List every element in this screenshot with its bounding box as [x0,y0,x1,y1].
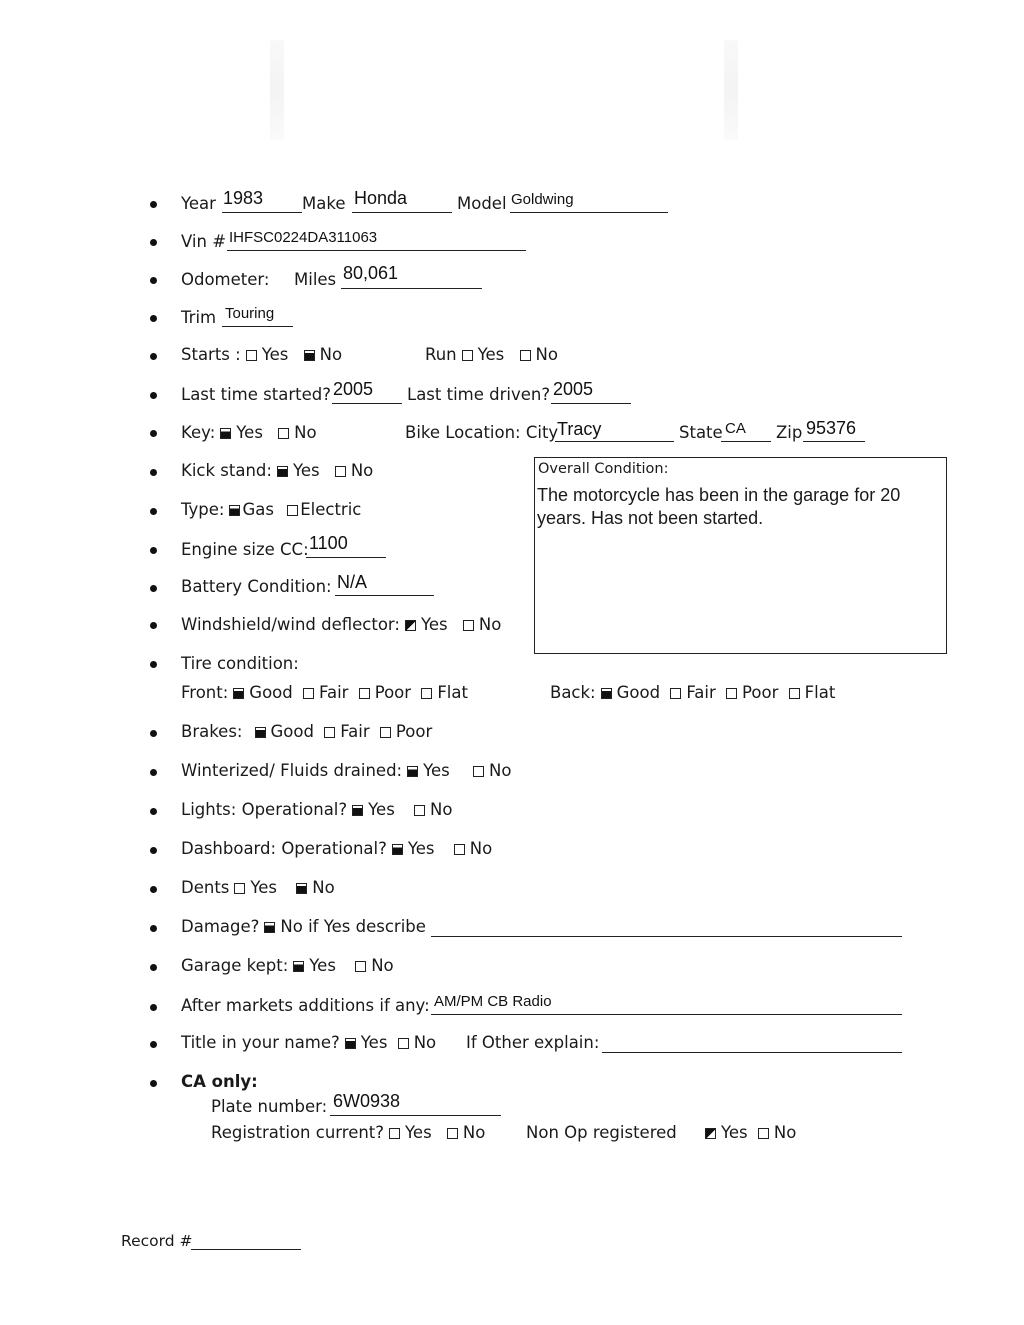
key-label: Key: [181,423,216,442]
type-gas-label: Gas [242,500,274,519]
starts-label: Starts : [181,345,241,364]
trim-underline [222,326,293,327]
lights-no-checkbox[interactable] [414,805,425,816]
miles-label: Miles [294,270,337,289]
key-row [181,423,317,443]
registration-no-checkbox[interactable] [447,1128,458,1139]
bullet [150,469,157,476]
bullet [150,547,157,554]
brakes-good-checkbox[interactable] [255,727,266,738]
bullet [150,1080,157,1087]
front-poor-label: Poor [374,683,412,702]
title-yes-label: Yes [360,1033,388,1052]
dents-no-checkbox[interactable] [296,883,307,894]
plate-underline [330,1115,501,1116]
registration-row [211,1123,485,1143]
key-no-checkbox[interactable] [278,428,289,439]
starts-yes-checkbox[interactable] [246,350,257,361]
kick-stand-no-checkbox[interactable] [335,466,346,477]
windshield-no-label: No [478,615,502,634]
type-gas-checkbox[interactable] [229,505,240,516]
damage-row [181,917,426,937]
bullet [150,925,157,932]
damage-label: Damage? [181,917,260,936]
run-no-checkbox[interactable] [520,350,531,361]
run-yes-label: Yes [477,345,505,364]
city-underline [555,441,674,442]
starts-no-label: No [319,345,343,364]
key-yes-label: Yes [236,423,263,442]
damage-describe-label: if Yes describe [308,917,426,936]
brakes-row [181,722,432,742]
nonop-yes-label: Yes [721,1123,748,1142]
aftermarket-label: After markets additions if any: [181,996,430,1015]
bullet [150,730,157,737]
garage-yes-label: Yes [309,956,336,975]
back-good-label: Good [616,683,661,702]
last-driven-label: Last time driven? [407,385,551,404]
odometer-label: Odometer: [181,270,270,289]
bullet [150,430,157,437]
bullet [150,886,157,893]
winterized-row [181,761,511,781]
front-fair-label: Fair [319,683,349,702]
overall-condition-text[interactable]: The motorcycle has been in the garage for 20 years. Has not been started. [537,485,901,528]
dents-row [181,878,335,898]
bullet [150,239,157,246]
lights-yes-checkbox[interactable] [352,805,363,816]
bullet [150,1004,157,1011]
lights-label: Lights: Operational? [181,800,348,819]
windshield-label: Windshield/wind deflector: [181,615,400,634]
winterized-no-checkbox[interactable] [473,766,484,777]
trim-value[interactable]: Touring [225,305,275,322]
bullet [150,585,157,592]
run-row [425,345,558,365]
brakes-poor-checkbox[interactable] [380,727,391,738]
front-flat-label: Flat [437,683,468,702]
kick-stand-row [181,461,373,481]
bullet [150,661,157,668]
plate-label: Plate number: [211,1097,328,1116]
windshield-yes-checkbox[interactable] [405,620,416,631]
overall-condition-label: Overall Condition: [538,461,669,477]
kick-stand-yes-label: Yes [292,461,320,480]
state-underline [721,441,771,442]
damage-no-checkbox[interactable] [264,922,275,933]
zip-underline [803,441,865,442]
type-electric-label: Electric [300,500,362,519]
garage-no-label: No [371,956,394,975]
state-label: State [679,423,723,442]
bullet [150,353,157,360]
bullet [150,964,157,971]
dashboard-row [181,839,492,859]
dents-label: Dents [181,878,230,897]
brakes-fair-checkbox[interactable] [324,727,335,738]
back-flat-label: Flat [804,683,836,702]
back-poor-checkbox[interactable] [726,688,737,699]
registration-yes-checkbox[interactable] [389,1128,400,1139]
back-poor-label: Poor [742,683,779,702]
kick-stand-label: Kick stand: [181,461,272,480]
engine-label: Engine size CC: [181,540,309,559]
dashboard-no-label: No [469,839,493,858]
aftermarket-underline [431,1014,902,1015]
lights-no-label: No [430,800,453,819]
damage-underline [431,936,902,937]
winterized-yes-label: Yes [423,761,450,780]
winterized-yes-checkbox[interactable] [407,766,418,777]
type-electric-checkbox[interactable] [287,505,298,516]
make-label: Make [302,194,346,213]
title-yes-checkbox[interactable] [345,1038,356,1049]
battery-underline [335,595,434,596]
key-yes-checkbox[interactable] [220,428,231,439]
registration-no-label: No [462,1123,486,1142]
bullet [150,769,157,776]
title-label: Title in your name? [181,1033,340,1052]
model-underline [510,212,668,213]
zip-label: Zip [776,423,803,442]
city-value[interactable]: Tracy [557,419,602,439]
garage-label: Garage kept: [181,956,289,975]
run-yes-checkbox[interactable] [462,350,473,361]
dashboard-yes-checkbox[interactable] [392,844,403,855]
dashboard-label: Dashboard: Operational? [181,839,387,858]
windshield-no-checkbox[interactable] [463,620,474,631]
tire-front-row [181,683,468,703]
windshield-row [181,615,501,635]
last-started-value[interactable]: 2005 [333,379,374,399]
front-good-label: Good [249,683,293,702]
title-no-checkbox[interactable] [398,1038,409,1049]
registration-label: Registration current? [211,1123,385,1142]
last-driven-value[interactable]: 2005 [553,379,594,399]
brakes-fair-label: Fair [340,722,370,741]
make-underline [352,212,452,213]
lights-row [181,800,453,820]
last-started-label: Last time started? [181,385,331,404]
brakes-good-label: Good [270,722,314,741]
tire-back-row [550,683,835,703]
starts-yes-label: Yes [261,345,289,364]
record-label: Record # [121,1232,193,1250]
type-label: Type: [181,500,225,519]
front-flat-checkbox[interactable] [421,688,432,699]
ca-only-label: CA only: [181,1072,258,1091]
front-fair-checkbox[interactable] [303,688,314,699]
bullet [150,622,157,629]
tire-back-label: Back: [550,683,596,702]
kick-stand-yes-checkbox[interactable] [277,466,288,477]
garage-row [181,956,394,976]
vin-label: Vin # [181,232,227,251]
year-label: Year [181,194,216,213]
scan-mark-right [724,40,738,140]
miles-underline [341,288,482,289]
bullet [150,508,157,515]
nonop-no-label: No [773,1123,797,1142]
dents-yes-checkbox[interactable] [234,883,245,894]
dents-yes-label: Yes [250,878,278,897]
kick-stand-no-label: No [350,461,374,480]
back-fair-label: Fair [686,683,716,702]
other-explain-label: If Other explain: [466,1033,600,1052]
run-label: Run [425,345,457,364]
engine-value[interactable]: 1100 [309,533,348,553]
windshield-yes-label: Yes [421,615,448,634]
bullet [150,315,157,322]
vin-underline [227,250,526,251]
bullet [150,277,157,284]
tire-front-label: Front: [181,683,229,702]
type-row [181,500,361,520]
dents-no-label: No [312,878,335,897]
nonop-label: Non Op registered [526,1123,677,1142]
run-no-label: No [535,345,558,364]
bullet [150,392,157,399]
front-poor-checkbox[interactable] [359,688,370,699]
miles-value[interactable]: 80,061 [343,263,399,283]
last-driven-underline [551,403,631,404]
battery-label: Battery Condition: [181,577,332,596]
bullet [150,1041,157,1048]
engine-underline [306,557,386,558]
city-label: Bike Location: City [405,423,559,442]
dashboard-no-checkbox[interactable] [454,844,465,855]
nonop-no-checkbox[interactable] [758,1128,769,1139]
key-no-label: No [294,423,317,442]
title-row [181,1033,436,1053]
plate-value[interactable]: 6W0938 [333,1091,401,1111]
damage-no-label: No [280,917,303,936]
bullet [150,808,157,815]
zip-value[interactable]: 95376 [806,418,857,438]
scan-mark-left [270,40,284,140]
tire-label: Tire condition: [181,654,299,673]
other-explain-underline [602,1052,902,1053]
make-value[interactable]: Honda [354,188,408,208]
title-no-label: No [413,1033,437,1052]
model-label: Model [457,194,507,213]
winterized-label: Winterized/ Fluids drained: [181,761,403,780]
overall-condition-box[interactable] [534,457,947,654]
back-flat-checkbox[interactable] [789,688,800,699]
garage-no-checkbox[interactable] [355,961,366,972]
bullet [150,201,157,208]
bullet [150,847,157,854]
vin-value[interactable]: IHFSC0224DA311063 [229,229,378,246]
trim-label: Trim [181,308,217,327]
last-started-underline [332,403,402,404]
nonop-yes-checkbox[interactable] [705,1128,716,1139]
back-good-checkbox[interactable] [601,688,612,699]
model-value[interactable]: Goldwing [511,191,574,208]
brakes-label: Brakes: [181,722,243,741]
brakes-poor-label: Poor [395,722,433,741]
year-underline [222,212,302,213]
dashboard-yes-label: Yes [407,839,435,858]
starts-no-checkbox[interactable] [304,350,315,361]
nonop-row [700,1123,796,1143]
year-value[interactable]: 1983 [223,188,264,208]
winterized-no-label: No [489,761,512,780]
record-underline [191,1249,301,1250]
garage-yes-checkbox[interactable] [293,961,304,972]
starts-row [181,345,342,365]
back-fair-checkbox[interactable] [670,688,681,699]
registration-yes-label: Yes [405,1123,432,1142]
state-value[interactable]: CA [725,420,746,437]
front-good-checkbox[interactable] [233,688,244,699]
aftermarket-value[interactable]: AM/PM CB Radio [434,993,552,1010]
lights-yes-label: Yes [368,800,395,819]
battery-value[interactable]: N/A [337,572,368,592]
